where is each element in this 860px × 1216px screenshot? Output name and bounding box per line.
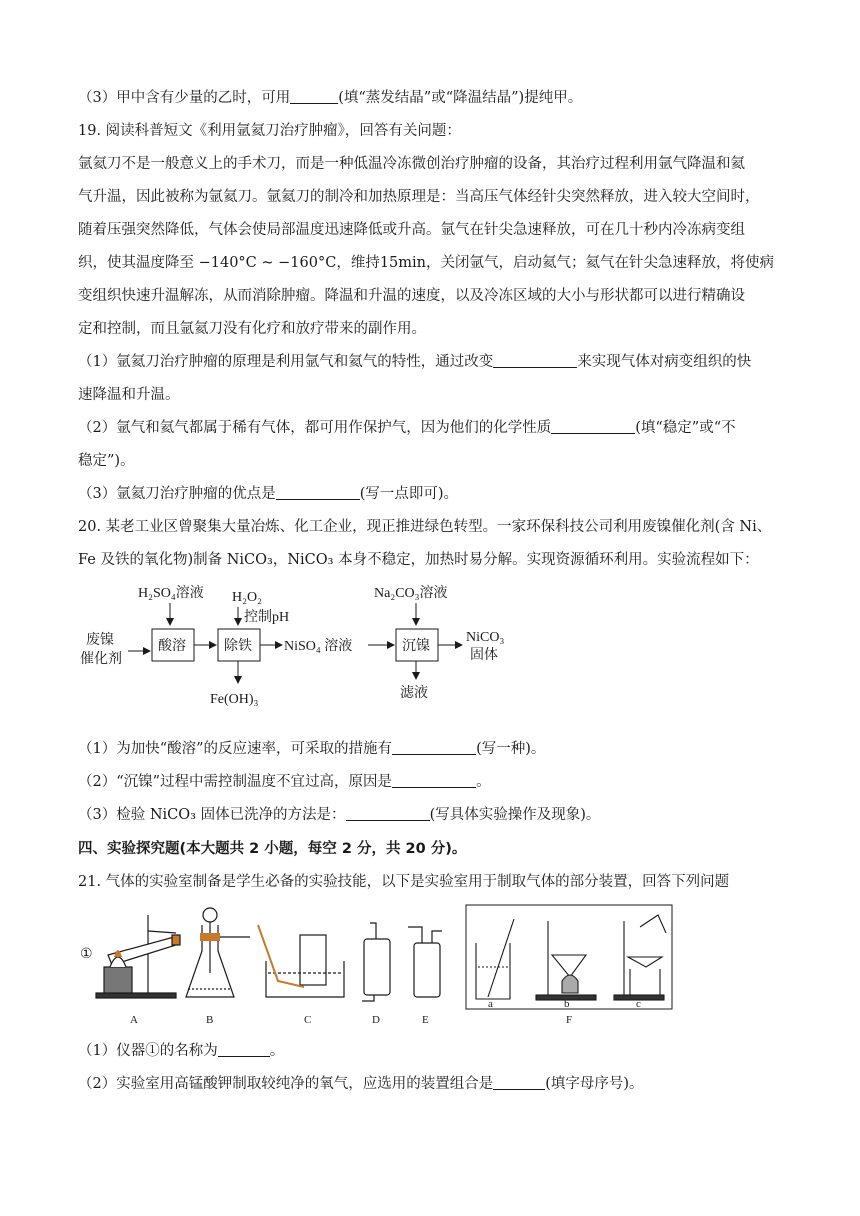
input-catalyst: 催化剂 [80,652,122,667]
q19-part1-tail: 来实现气体对病变组织的快 [577,354,752,370]
q19-part2-cont: 稳定”)。 [78,453,135,469]
q19-part2 [78,412,788,445]
q19-passage-line-1: 氩氦刀不是一般意义上的手术刀，而是一种低温冷冻微创治疗肿瘤的设备，其治疗过程利用氩气降温和氦 [78,156,745,172]
q20-part3 [78,799,788,832]
q20-part1-tail: (写一种)。 [476,741,546,757]
answer-blank[interactable] [346,806,430,822]
output-solid: 固体 [470,648,498,663]
byproduct-fe-oh3: Fe(OH)₃ [210,692,259,707]
apparatus-figure [78,903,788,1033]
answer-blank[interactable] [493,353,577,369]
q20-part1-text: （1）为加快“酸溶”的反应速率，可采取的措施有 [78,741,393,757]
q19-title: 19. 阅读科普短文《利用氩氦刀治疗肿瘤》，回答有关问题： [78,123,461,139]
q20-title-line-1: 20. 某老工业区曾聚集大量冶炼、化工企业，现正推进绿色转型。一家环保科技公司利用废镍催化剂(含 Ni、 [78,519,772,535]
q19-part3 [78,478,788,511]
label-d: D [372,1014,380,1026]
reagent-control-ph: 控制pH [244,610,290,625]
q20-part2-tail: 。 [476,774,491,790]
q19-part1 [78,346,788,379]
q20-part2 [78,766,788,799]
q18-part3-tail: (填“蒸发结晶”或“降温结晶”)提纯甲。 [338,90,583,106]
answer-blank[interactable] [493,1075,545,1091]
q20-part3-text: （3）检验 NiCO₃ 固体已洗净的方法是： [78,807,346,823]
answer-blank[interactable] [551,419,635,435]
section-4-heading: 四、实验探究题(本大题共 2 小题，每空 2 分，共 20 分)。 [78,841,467,857]
q18-part3-text: （3）甲中含有少量的乙时，可用 [78,90,291,106]
answer-blank[interactable] [392,740,476,756]
apparatus-a-icon [96,915,180,998]
apparatus-e-icon [408,927,442,997]
label-a: A [130,1014,138,1026]
q19-passage-line-4: 织，使其温度降至 −140°C ~ −160°C，维持15min，关闭氩气，启动氦气；氦气在针尖急速释放，将使病 [78,255,774,271]
label-c: C [304,1014,312,1026]
process-flow-diagram [78,579,788,729]
q21-part1-tail: 。 [269,1043,285,1059]
q20-part2-text: （2）“沉镍”过程中需控制温度不宜过高，原因是 [78,774,393,790]
q19-part1-cont: 速降温和升温。 [78,387,180,403]
q18-part3 [78,82,788,115]
q20-part1 [78,733,788,766]
q20-title-line-2: Fe 及铁的氧化物)制备 NiCO₃，NiCO₃ 本身不稳定，加热时易分解。实现资源循环利用。实验流程如下： [78,552,759,568]
q19-part1-text: （1）氩氦刀治疗肿瘤的原理是利用氩气和氦气的特性，通过改变 [78,354,494,370]
step-precipitate-nickel: 沉镍 [402,639,430,654]
q21-title: 21. 气体的实验室制备是学生必备的实验技能，以下是实验室用于制取气体的部分装置，回答下列问题 [78,874,730,890]
intermediate-niso4: NiSO₄ 溶液 [284,639,353,654]
label-e: E [422,1014,429,1026]
answer-blank[interactable] [392,773,476,789]
answer-blank[interactable] [218,1042,270,1058]
apparatus-c-icon [258,925,344,997]
apparatus-d-icon [362,923,390,1001]
reagent-h2o2: H₂O₂ [232,590,262,605]
q19-passage-line-2: 气升温，因此被称为氩氦刀。氩氦刀的制冷和加热原理是：当高压气体经针尖突然释放，进入较大空间时， [78,189,760,205]
reagent-na2co3: Na₂CO₃溶液 [374,586,448,601]
q19-part2-text: （2）氩气和氦气都属于稀有气体，都可用作保护气，因为他们的化学性质 [78,420,552,436]
apparatus-f-icon [476,915,666,1000]
q21-part1-text: （1）仪器①的名称为 [78,1043,218,1059]
apparatus-b-icon [186,908,250,997]
q21-part2-tail: (填字母序号)。 [545,1076,644,1092]
q21-part2-text: （2）实验室用高锰酸钾制取较纯净的氧气，应选用的装置组合是 [78,1076,494,1092]
answer-blank[interactable] [276,485,360,501]
byproduct-filtrate: 滤液 [400,686,428,701]
output-nico3: NiCO₃ [466,630,505,645]
q19-passage-line-3: 随着压强突然降低，气体会使局部温度迅速降低或升高。氩气在针尖急速释放，可在几十秒内冷冻病变组 [78,222,745,238]
step-acid-dissolve: 酸溶 [158,639,186,654]
label-f: F [566,1014,573,1026]
q19-part3-tail: (写一点即可)。 [359,486,459,502]
q19-part3-text: （3）氩氦刀治疗肿瘤的优点是 [78,486,276,502]
q19-part2-tail: (填“稳定”或“不 [635,420,736,436]
input-waste-nickel: 废镍 [86,633,114,648]
q21-part2 [78,1068,788,1101]
reagent-h2so4: H₂SO₄溶液 [138,586,204,601]
label-f-b: b [564,998,570,1010]
q21-part1 [78,1035,788,1068]
instrument-marker-1: ① [80,947,93,962]
answer-blank[interactable] [290,89,338,105]
q19-passage-line-5: 变组织快速升温解冻，从而消除肿瘤。降温和升温的速度，以及冷冻区域的大小与形状都可以进行精确设 [78,288,745,304]
step-remove-iron: 除铁 [224,639,252,654]
label-f-a: a [488,998,493,1010]
q19-passage-line-6: 定和控制，而且氩氦刀没有化疗和放疗带来的副作用。 [78,321,426,337]
label-b: B [206,1014,214,1026]
q20-part3-tail: (写具体实验操作及现象)。 [429,807,601,823]
label-f-c: c [636,998,641,1010]
exam-page [78,82,788,1101]
